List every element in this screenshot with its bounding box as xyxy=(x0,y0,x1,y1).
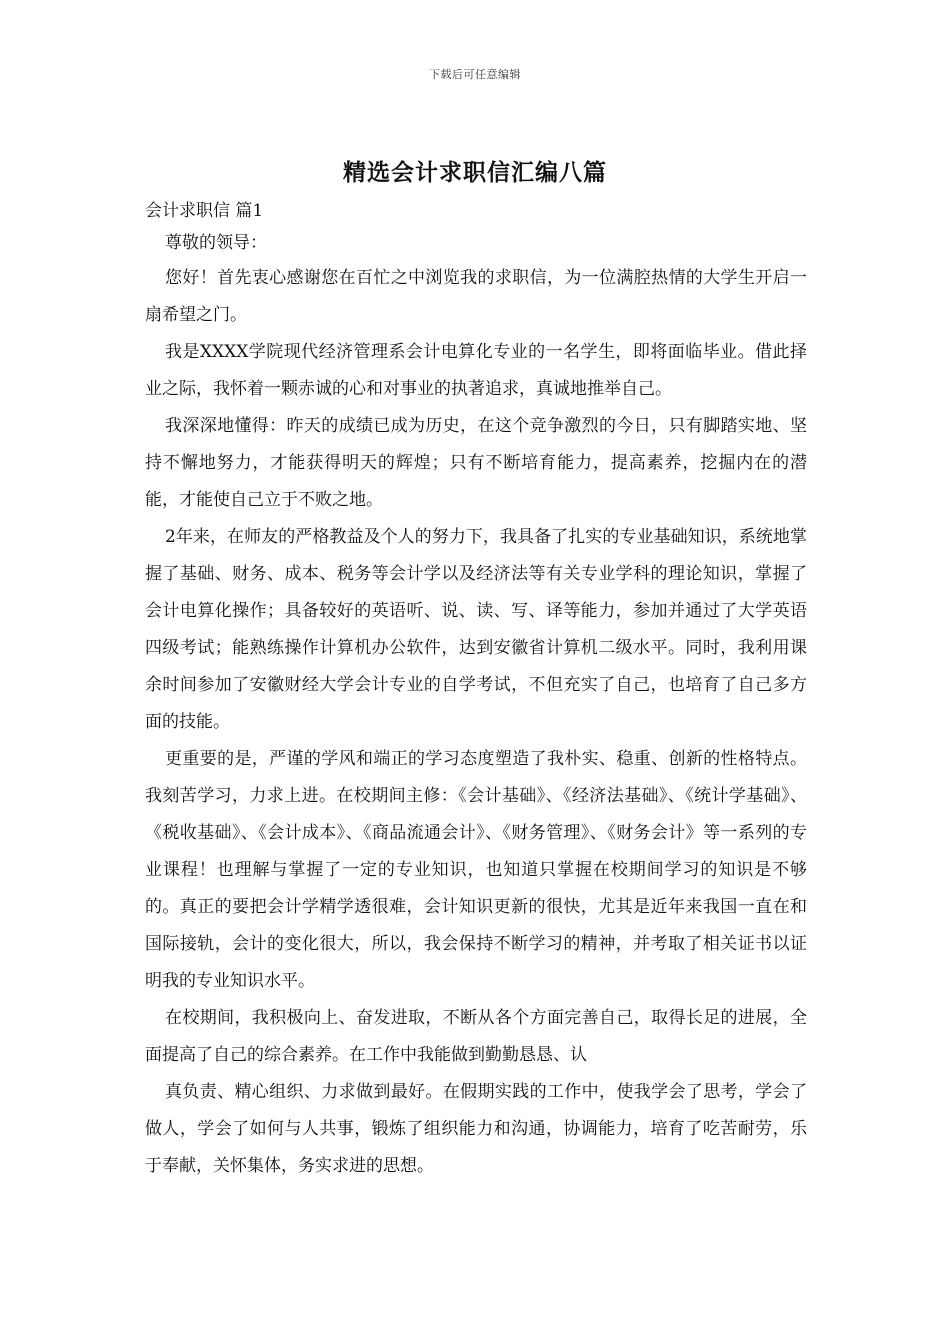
paragraph-6: 在校期间，我积极向上、奋发进取，不断从各个方面完善自己，取得长足的进展，全面提高了自己的综合素养。在工作中我能做到勤勤恳恳、认 xyxy=(145,1008,807,1065)
paragraph-3: 我深深地懂得：昨天的成绩已成为历史，在这个竞争激烈的今日，只有脚踏实地、坚持不懈地努力，才能获得明天的辉煌；只有不断培育能力，提高素养，挖掘内在的潜能，才能使自己立于不败之地。 xyxy=(145,416,807,510)
salutation: 尊敬的领导： xyxy=(165,233,267,253)
document-body xyxy=(145,197,807,1185)
paragraph-1: 您好！首先衷心感谢您在百忙之中浏览我的求职信，为一位满腔热情的大学生开启一扇希望之门。 xyxy=(145,268,807,325)
document-title: 精选会计求职信汇编八篇 xyxy=(343,159,607,186)
header-note: 下载后可任意编辑 xyxy=(429,68,521,81)
section-heading: 会计求职信 篇1 xyxy=(145,201,264,221)
paragraph-4: 2年来，在师友的严格教益及个人的努力下，我具备了扎实的专业基础知识，系统地掌握了基础、财务、成本、税务等会计学以及经济法等有关专业学科的理论知识，掌握了会计电算化操作；具备较好的英语听、说、读、写、译等能力，参加并通过了大学英语四级考试；能熟练操作计算机办公软件，达到安徽省计算机二级水平。同时，我利用课余时间参加了安徽财经大学会计专业的自学考试，不但充实了自己，也培育了自己多方面的技能。 xyxy=(145,527,807,732)
paragraph-2: 我是XXXX学院现代经济管理系会计电算化专业的一名学生，即将面临毕业。借此择业之际，我怀着一颗赤诚的心和对事业的执著追求，真诚地推举自己。 xyxy=(145,342,807,399)
paragraph-5: 更重要的是，严谨的学风和端正的学习态度塑造了我朴实、稳重、创新的性格特点。我刻苦学习，力求上进。在校期间主修：《会计基础》、《经济法基础》、《统计学基础》、《税收基础》、《会计成本》、《商品流通会计》、《财务管理》、《财务会计》等一系列的专业课程！也理解与掌握了一定的专业知识，也知道只掌握在校期间学习的知识是不够的。真正的要把会计学精学透很难，会计知识更新的很快，尤其是近年来我国一直在和国际接轨，会计的变化很大，所以，我会保持不断学习的精神，并考取了相关证书以证明我的专业知识水平。 xyxy=(145,749,807,991)
paragraph-7: 真负责、精心组织、力求做到最好。在假期实践的工作中，使我学会了思考，学会了做人，学会了如何与人共事，锻炼了组织能力和沟通，协调能力，培育了吃苦耐劳，乐于奉献，关怀集体，务实求进的思想。 xyxy=(145,1082,807,1176)
